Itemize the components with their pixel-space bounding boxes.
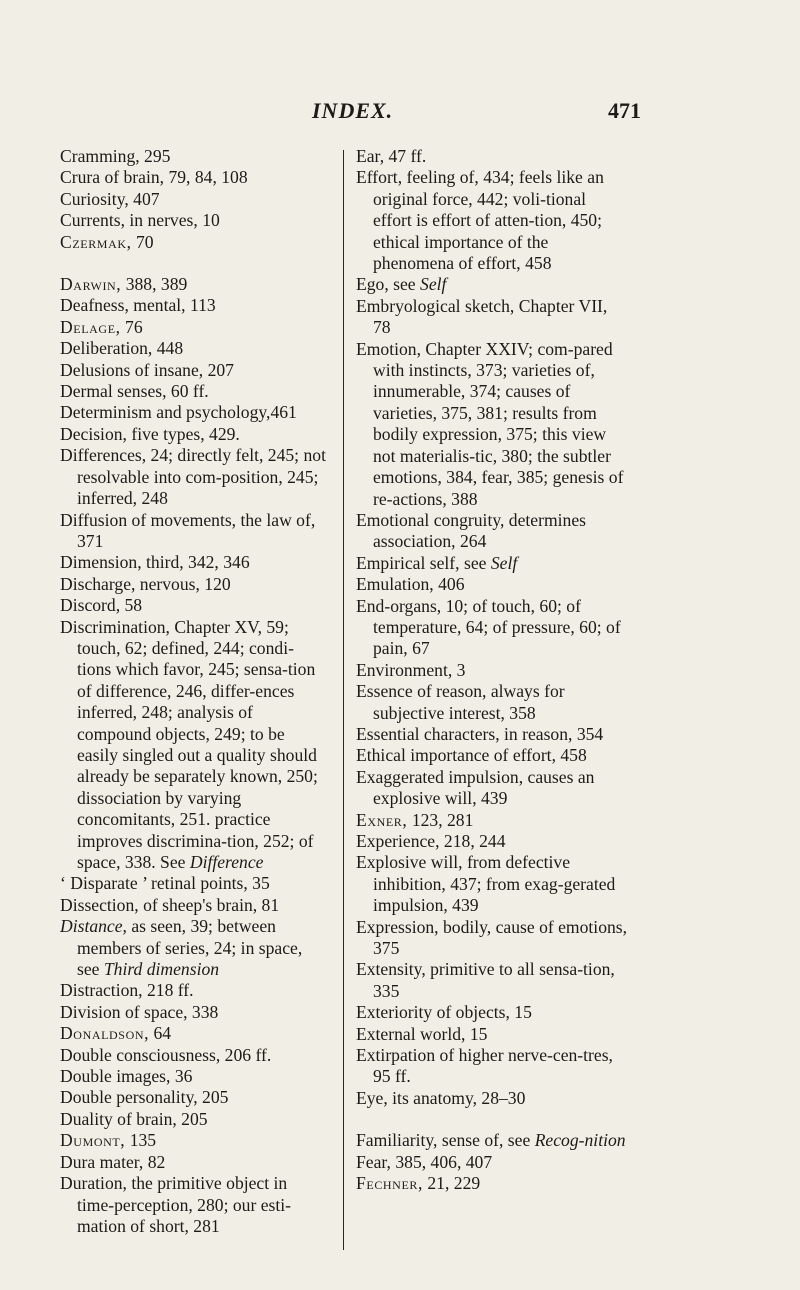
entry-heading: Deliberation, xyxy=(60,338,153,359)
entry-references: 206 ff. xyxy=(220,1044,272,1065)
entry-heading: Exteriority of objects, xyxy=(356,1002,510,1023)
entry-references: Chapter XXIV; com-pared with instincts, 373; varieties of, innumerable, 374; causes of varieties, 375, 381; results from bodily expression, 375; this view not materialis-tic, 380; the subtler emotions, 384, fear, 385; genesis of re-actions, 388 xyxy=(373,338,624,509)
entry-references: 58 xyxy=(120,595,143,616)
index-entry xyxy=(60,574,328,595)
entry-references: always for subjective interest, 358 xyxy=(373,681,565,723)
entry-heading: Distance, xyxy=(60,916,127,937)
index-entry xyxy=(60,338,328,359)
index-entry xyxy=(356,810,628,831)
index-entry xyxy=(356,852,628,916)
entry-references: 35 xyxy=(247,873,270,894)
entry-references: 47 ff. xyxy=(384,146,427,166)
entry-heading: Determinism and psychology, xyxy=(60,402,271,423)
index-entry xyxy=(60,1109,328,1130)
entry-heading: Ear, xyxy=(356,146,385,166)
entry-references: five types, 429. xyxy=(126,423,240,444)
entry-references: 218, 244 xyxy=(439,831,506,851)
entry-references: the law of, 371 xyxy=(77,509,316,551)
entry-references: 218 ff. xyxy=(142,980,194,1001)
entry-heading: Empirical self, xyxy=(356,552,460,573)
entry-heading: Czermak, xyxy=(60,231,132,252)
entry-references: 10; of touch, 60; of temperature, 64; of pressure, 60; of pain, 67 xyxy=(373,595,621,659)
index-entry xyxy=(356,296,628,339)
index-entry xyxy=(60,445,328,509)
index-entry xyxy=(356,660,628,681)
entry-references: 15 xyxy=(509,1002,532,1023)
entry-references: the primitive object in time-perception, 280; our esti-mation of short, 281 xyxy=(77,1173,291,1236)
entry-heading: Deafness, mental, xyxy=(60,295,186,316)
entry-heading: Experience, xyxy=(356,831,440,851)
entry-references: feeling of, 434; feels like an original force, 442; voli-tional effort is effort of atten-tion, 450; ethical importance of the phenomena of effort, 458 xyxy=(373,167,604,274)
entry-references: 205 xyxy=(197,1087,229,1108)
entry-references: see xyxy=(388,274,421,295)
page-number: 471 xyxy=(608,98,641,123)
entry-heading: Discord, xyxy=(60,595,121,616)
page-title: INDEX. xyxy=(312,98,394,123)
entry-references: 338 xyxy=(187,1001,219,1022)
entry-heading: Darwin, xyxy=(60,274,122,295)
entry-heading: External world, xyxy=(356,1023,466,1044)
entry-references: 64 xyxy=(149,1023,172,1044)
index-entry xyxy=(60,617,328,874)
entry-references: 135 xyxy=(125,1130,157,1151)
index-entry xyxy=(60,189,328,210)
index-entry xyxy=(356,724,628,745)
entry-heading: Dumont, xyxy=(60,1130,126,1151)
index-entry xyxy=(356,917,628,960)
entry-heading: Crura of brain, xyxy=(60,167,165,188)
index-entry xyxy=(356,167,628,274)
index-entry xyxy=(60,552,328,573)
index-entry xyxy=(60,916,328,980)
entry-references: 10 xyxy=(197,210,220,231)
entry-references: 461 xyxy=(270,402,297,423)
index-entry xyxy=(60,232,328,253)
entry-heading: ‘ Disparate ’ retinal points, xyxy=(60,873,248,894)
cross-reference: Difference xyxy=(189,852,264,872)
entry-heading: Duration, xyxy=(60,1173,127,1194)
index-entry xyxy=(60,1066,328,1087)
entry-heading: Dimension, third, xyxy=(60,552,184,573)
entry-heading: Emotional congruity, xyxy=(356,509,505,530)
entry-references: 76 xyxy=(120,316,143,337)
index-entry xyxy=(60,381,328,402)
entry-references: Chapter XV, 59; touch, 62; defined, 244; condi-tions which favor, 245; sensa-tion of difference, 246, differ-ences inferred, 248; analysis of compound objects, 249; to be easily singled out a quality should already be separately known, 250; dissociation by varying concomitants, 251. practice improves discrimina-tion, 252; of space, 338. See xyxy=(77,616,318,872)
entry-heading: Fear, xyxy=(356,1151,391,1172)
entry-heading: Discharge, nervous, xyxy=(60,573,200,594)
entry-references: 448 xyxy=(152,338,184,359)
entry-references: 407 xyxy=(128,188,160,209)
entry-heading: Ego, xyxy=(356,274,389,295)
entry-references: 70 xyxy=(131,231,154,252)
entry-references: 36 xyxy=(170,1066,193,1087)
entry-references: 123, 281 xyxy=(407,809,474,830)
entry-references: see xyxy=(459,552,491,573)
index-entry xyxy=(60,1087,328,1108)
entry-heading: Emulation, xyxy=(356,574,434,595)
entry-heading: Expression, bodily, xyxy=(356,916,492,937)
entry-references: as seen, 39; between members of series, 24; in space, see xyxy=(77,916,303,980)
entry-heading: Extensity, xyxy=(356,959,426,980)
index-entry xyxy=(60,360,328,381)
entry-references: 79, 84, 108 xyxy=(164,167,248,188)
index-entry xyxy=(60,1152,328,1173)
entry-references: Chapter VII, 78 xyxy=(373,295,608,338)
entry-heading: Exner, xyxy=(356,809,408,830)
entry-heading: Diffusion of movements, xyxy=(60,509,237,530)
index-entry xyxy=(356,959,628,1002)
entry-heading: Fechner, xyxy=(356,1173,423,1194)
index-entry xyxy=(60,402,328,423)
entry-references: 385, 406, 407 xyxy=(390,1151,493,1172)
entry-heading: Essence of reason, xyxy=(356,681,487,702)
entry-heading: Currents, in nerves, xyxy=(60,210,198,231)
index-column-left xyxy=(60,146,328,1237)
index-entry xyxy=(60,1023,328,1044)
entry-heading: Embryological sketch, xyxy=(356,295,515,316)
running-header xyxy=(0,98,800,128)
index-entry xyxy=(60,595,328,616)
index-entry xyxy=(60,1173,328,1237)
entry-heading: Cramming, xyxy=(60,146,140,166)
entry-references: 113 xyxy=(185,295,216,316)
index-entry xyxy=(60,873,328,894)
cross-reference: Self xyxy=(490,552,518,573)
index-entry xyxy=(356,339,628,510)
entry-references: cause of emotions, 375 xyxy=(373,916,628,959)
entry-references: 295 xyxy=(139,146,171,166)
entry-heading: Donaldson, xyxy=(60,1023,150,1044)
entry-references: sense of, see xyxy=(437,1130,535,1151)
index-entry xyxy=(60,1045,328,1066)
entry-heading: Decision, xyxy=(60,423,127,444)
entry-references: 95 ff. xyxy=(373,1066,411,1087)
index-entry xyxy=(60,167,328,188)
index-entry xyxy=(356,1088,628,1109)
index-entry xyxy=(60,274,328,295)
entry-references: its anatomy, 28–30 xyxy=(387,1087,526,1108)
entry-references: 15 xyxy=(465,1023,488,1044)
index-entry xyxy=(356,1002,628,1023)
entry-heading: Exaggerated impulsion, xyxy=(356,766,524,787)
index-entry xyxy=(60,510,328,553)
index-entry xyxy=(356,831,628,852)
index-entry xyxy=(356,767,628,810)
entry-references: determines association, 264 xyxy=(373,509,586,552)
index-entry xyxy=(356,1045,628,1088)
entry-heading: Familiarity, xyxy=(356,1130,438,1151)
cross-reference: Self xyxy=(420,274,447,295)
entry-heading: Discrimination, xyxy=(60,616,170,637)
entry-references: 60 ff. xyxy=(166,381,209,402)
entry-heading: Double consciousness, xyxy=(60,1044,221,1065)
index-entry xyxy=(60,1130,328,1151)
entry-references: 342, 346 xyxy=(183,552,250,573)
index-entry xyxy=(356,553,628,574)
index-entry xyxy=(356,1173,628,1194)
index-entry xyxy=(356,681,628,724)
entry-references: 21, 229 xyxy=(422,1173,481,1194)
index-entry xyxy=(356,745,628,766)
index-entry xyxy=(60,210,328,231)
index-entry xyxy=(60,1002,328,1023)
index-entry xyxy=(356,596,628,660)
entry-heading: Environment, xyxy=(356,659,453,680)
entry-heading: Dermal senses, xyxy=(60,381,167,402)
entry-references: of sheep's brain, 81 xyxy=(138,894,280,915)
entry-heading: Distraction, xyxy=(60,980,143,1001)
index-entry xyxy=(60,424,328,445)
cross-reference: Third dimension xyxy=(103,959,220,980)
entry-heading: Dissection, xyxy=(60,894,139,915)
entry-references: causes an explosive will, 439 xyxy=(373,766,595,809)
column-divider xyxy=(343,150,344,1250)
index-entry xyxy=(356,274,628,295)
entry-heading: End-organs, xyxy=(356,595,442,616)
index-entry xyxy=(60,295,328,316)
cross-reference: Recog-nition xyxy=(534,1130,626,1151)
entry-heading: Delusions of insane, xyxy=(60,359,204,380)
entry-heading: Curiosity, xyxy=(60,188,129,209)
index-entry xyxy=(356,1024,628,1045)
entry-references: 3 xyxy=(452,659,466,680)
entry-references: 120 xyxy=(199,573,231,594)
entry-references: 207 xyxy=(203,359,234,380)
entry-heading: Dura mater, xyxy=(60,1151,144,1172)
entry-references: primitive to all sensa-tion, 335 xyxy=(373,959,615,1001)
index-entry xyxy=(356,146,628,167)
entry-heading: Emotion, xyxy=(356,338,421,359)
entry-references: 205 xyxy=(176,1108,208,1129)
entry-references: 24; directly felt, 245; not resolvable into com-position, 245; inferred, 248 xyxy=(77,445,326,509)
entry-references: 458 xyxy=(555,745,587,766)
entry-heading: Delage, xyxy=(60,316,121,337)
index-column-right xyxy=(356,146,628,1195)
entry-references: in reason, 354 xyxy=(499,723,604,744)
index-entry xyxy=(356,1130,628,1151)
entry-heading: Division of space, xyxy=(60,1001,188,1022)
entry-heading: Duality of brain, xyxy=(60,1108,177,1129)
index-entry xyxy=(356,574,628,595)
entry-references: 388, 389 xyxy=(121,274,188,295)
entry-heading: Double images, xyxy=(60,1066,171,1087)
index-entry xyxy=(60,895,328,916)
entry-references: 82 xyxy=(143,1151,166,1172)
entry-heading: Differences, xyxy=(60,445,147,466)
index-entry xyxy=(60,317,328,338)
entry-references: from defective inhibition, 437; from exag-gerated impulsion, 439 xyxy=(373,852,616,916)
entry-heading: Effort, xyxy=(356,167,403,188)
index-entry xyxy=(60,146,328,167)
entry-heading: Explosive will, xyxy=(356,852,463,873)
entry-heading: Double personality, xyxy=(60,1087,198,1108)
entry-heading: Extirpation of higher nerve-cen-tres, xyxy=(356,1045,613,1066)
entry-heading: Essential characters, xyxy=(356,723,500,744)
entry-references: 406 xyxy=(433,574,465,595)
index-entry xyxy=(60,980,328,1001)
entry-heading: Eye, xyxy=(356,1087,388,1108)
index-entry xyxy=(356,510,628,553)
index-entry xyxy=(356,1152,628,1173)
entry-heading: Ethical importance of effort, xyxy=(356,745,556,766)
